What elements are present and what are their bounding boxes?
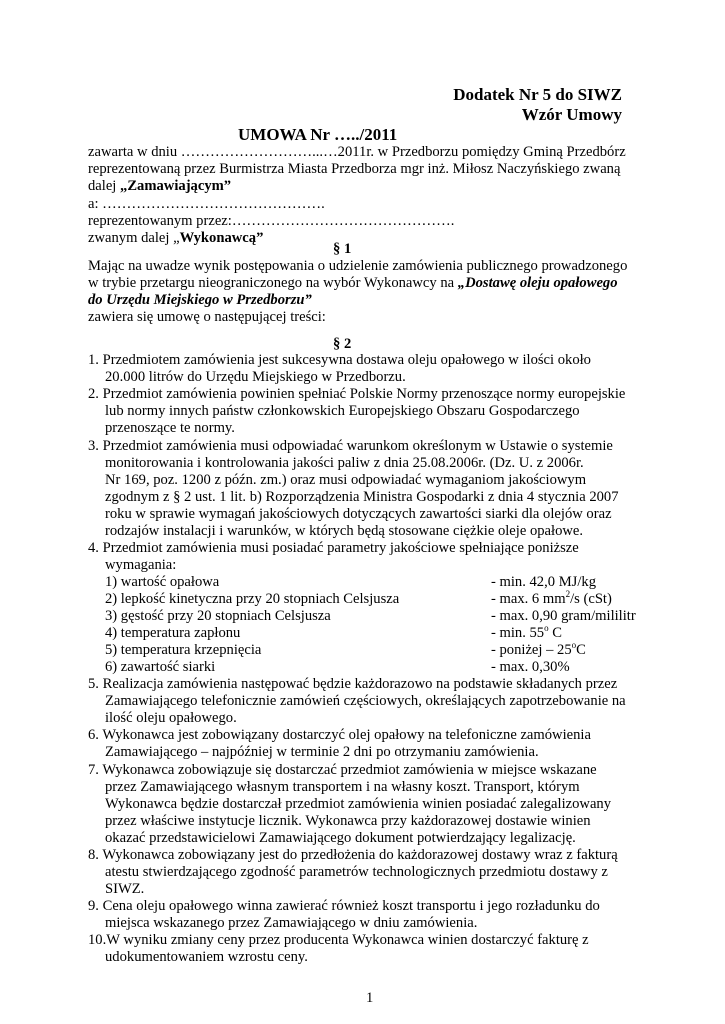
s1-line-3: do Urzędu Miejskiego w Przedborzu” bbox=[88, 292, 312, 308]
party-ordering: „Zamawiającym” bbox=[120, 178, 232, 194]
annex-label: Dodatek Nr 5 do SIWZ bbox=[453, 85, 622, 104]
param-value: - poniżej – 25$^o$C bbox=[491, 640, 586, 658]
param-value: - min. 42,0 MJ/kg bbox=[491, 574, 596, 590]
param-name: 5) temperatura krzepnięcia bbox=[105, 642, 262, 658]
intro-line-3: dalej „Zamawiającym” bbox=[88, 178, 232, 194]
param-value: - min. 55$^o$ C bbox=[491, 623, 562, 641]
intro-line-2: reprezentowaną przez Burmistrza Miasta Przedborza mgr inż. Miłosz Naczyńskiego zwaną bbox=[88, 161, 621, 177]
page-number: 1 bbox=[366, 990, 374, 1006]
party-contractor: Wykonawcą” bbox=[179, 230, 264, 246]
param-value: - max. 0,90 gram/mililitr bbox=[491, 608, 636, 624]
s1-line-4: zawiera się umowę o następującej treści: bbox=[88, 309, 326, 325]
param-name: 1) wartość opałowa bbox=[105, 574, 220, 590]
param-value: - max. 6 $mm^2/s$ (cSt) bbox=[491, 589, 612, 607]
param-name: 3) gęstość przy 20 stopniach Celsjusza bbox=[105, 608, 331, 624]
intro-line-5: reprezentowanym przez:………………………………………. bbox=[88, 213, 455, 229]
section-1-heading: § 1 bbox=[333, 241, 352, 257]
param-value: - max. 0,30% bbox=[491, 659, 570, 675]
section-2-heading: § 2 bbox=[333, 336, 352, 352]
param-name: 6) zawartość siarki bbox=[105, 659, 216, 675]
s1-line-2: w trybie przetargu nieograniczonego na wybór Wykonawcy na „Dostawę oleju opałowego bbox=[88, 275, 618, 291]
intro-line-6: zwanym dalej „Wykonawcą” bbox=[88, 230, 264, 246]
param-name: 4) temperatura zapłonu bbox=[105, 625, 241, 641]
template-label: Wzór Umowy bbox=[521, 105, 622, 124]
param-name: 2) lepkość kinetyczna przy 20 stopniach Celsjusza bbox=[105, 591, 400, 607]
s1-line-1: Mając na uwadze wynik postępowania o udzielenie zamówienia publicznego prowadzonego bbox=[88, 258, 628, 274]
intro-line-4: a: ………………………………………. bbox=[88, 196, 325, 212]
intro-line-1: zawarta w dniu ………………………...…2011r. w Przedborzu pomiędzy Gminą Przedbórz bbox=[88, 144, 626, 160]
contract-title: UMOWA Nr …../2011 bbox=[238, 125, 398, 144]
